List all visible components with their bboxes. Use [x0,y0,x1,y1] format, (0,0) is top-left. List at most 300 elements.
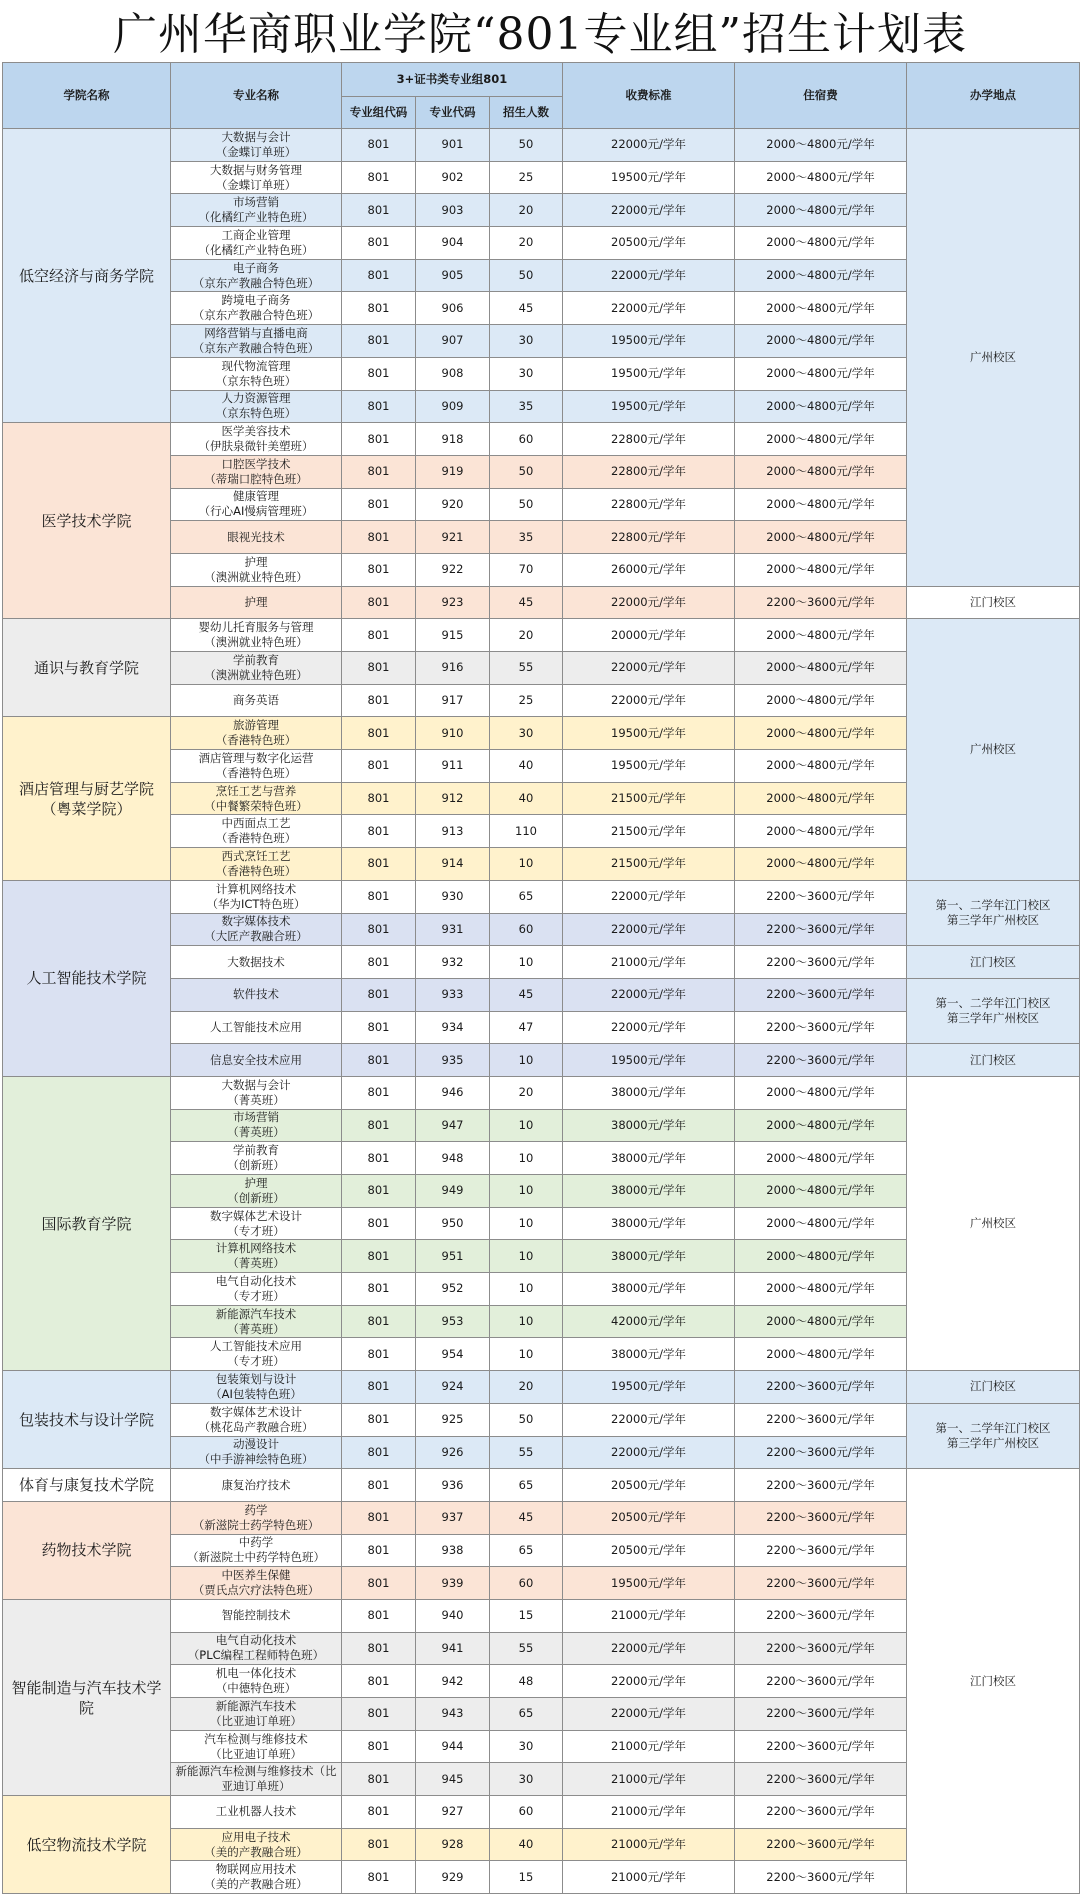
dorm-fee: 2000～4800元/学年 [735,227,907,260]
dorm-fee: 2000～4800元/学年 [735,455,907,488]
dorm-fee: 2000～4800元/学年 [735,717,907,750]
major-name: 电子商务 （京东产教融合特色班） [171,259,342,292]
group-code: 801 [342,978,416,1011]
dorm-fee: 2200～3600元/学年 [735,978,907,1011]
major-name: 西式烹饪工艺 （香港特色班） [171,848,342,881]
dorm-fee: 2200～3600元/学年 [735,1469,907,1502]
tuition-fee: 21500元/学年 [563,815,735,848]
group-code: 801 [342,1632,416,1665]
enrollment-table [2,62,1080,1894]
group-code: 801 [342,1796,416,1829]
dorm-fee: 2000～4800元/学年 [735,684,907,717]
tuition-fee: 22000元/学年 [563,913,735,946]
tuition-fee: 22000元/学年 [563,292,735,325]
major-name: 商务英语 [171,684,342,717]
tuition-fee: 38000元/学年 [563,1338,735,1371]
group-code: 801 [342,455,416,488]
quota-count: 60 [490,1796,563,1829]
major-name: 新能源汽车技术 （菁英班） [171,1305,342,1338]
campus-location: 江门校区 [907,946,1080,979]
major-name: 动漫设计 （中手游神绘特色班） [171,1436,342,1469]
group-code: 801 [342,1371,416,1404]
major-name: 旅游管理 （香港特色班） [171,717,342,750]
quota-count: 70 [490,553,563,586]
college-name: 国际教育学院 [3,1076,171,1370]
major-code: 954 [416,1338,490,1371]
tuition-fee: 20000元/学年 [563,619,735,652]
group-code: 801 [342,1599,416,1632]
tuition-fee: 21000元/学年 [563,946,735,979]
header-dorm: 住宿费 [735,63,907,129]
quota-count: 50 [490,455,563,488]
quota-count: 10 [490,848,563,881]
major-code: 918 [416,423,490,456]
quota-count: 10 [490,1044,563,1077]
major-code: 906 [416,292,490,325]
dorm-fee: 2000～4800元/学年 [735,1305,907,1338]
tuition-fee: 20500元/学年 [563,1469,735,1502]
quota-count: 50 [490,1403,563,1436]
dorm-fee: 2200～3600元/学年 [735,1011,907,1044]
major-code: 953 [416,1305,490,1338]
header-group-code: 专业组代码 [342,97,416,129]
dorm-fee: 2000～4800元/学年 [735,782,907,815]
dorm-fee: 2200～3600元/学年 [735,880,907,913]
college-name: 通识与教育学院 [3,619,171,717]
major-code: 904 [416,227,490,260]
major-name: 大数据与会计 （菁英班） [171,1076,342,1109]
header-major: 专业名称 [171,63,342,129]
group-code: 801 [342,1698,416,1731]
quota-count: 15 [490,1599,563,1632]
quota-count: 20 [490,1371,563,1404]
tuition-fee: 22000元/学年 [563,684,735,717]
tuition-fee: 21500元/学年 [563,782,735,815]
group-code: 801 [342,1665,416,1698]
major-code: 910 [416,717,490,750]
group-code: 801 [342,1273,416,1306]
quota-count: 45 [490,586,563,619]
quota-count: 35 [490,521,563,554]
quota-count: 50 [490,488,563,521]
group-code: 801 [342,1501,416,1534]
major-code: 920 [416,488,490,521]
major-code: 941 [416,1632,490,1665]
tuition-fee: 20500元/学年 [563,227,735,260]
campus-location: 江门校区 [907,1044,1080,1077]
tuition-fee: 21000元/学年 [563,1599,735,1632]
quota-count: 10 [490,1273,563,1306]
major-name: 新能源汽车技术 （比亚迪订单班） [171,1698,342,1731]
group-code: 801 [342,717,416,750]
tuition-fee: 22000元/学年 [563,1403,735,1436]
group-code: 801 [342,292,416,325]
group-code: 801 [342,619,416,652]
group-code: 801 [342,750,416,783]
tuition-fee: 22000元/学年 [563,259,735,292]
quota-count: 10 [490,1175,563,1208]
quota-count: 65 [490,880,563,913]
major-name: 新能源汽车检测与维修技术（比 亚迪订单班） [171,1763,342,1796]
major-name: 数字媒体艺术设计 （专才班） [171,1207,342,1240]
major-code: 908 [416,357,490,390]
major-code: 909 [416,390,490,423]
major-code: 913 [416,815,490,848]
header-fee: 收费标准 [563,63,735,129]
group-code: 801 [342,1044,416,1077]
tuition-fee: 22000元/学年 [563,880,735,913]
major-name: 计算机网络技术 （菁英班） [171,1240,342,1273]
group-code: 801 [342,1469,416,1502]
college-name: 体育与康复技术学院 [3,1469,171,1502]
major-code: 922 [416,553,490,586]
group-code: 801 [342,652,416,685]
major-code: 934 [416,1011,490,1044]
dorm-fee: 2200～3600元/学年 [735,1763,907,1796]
dorm-fee: 2000～4800元/学年 [735,1175,907,1208]
major-name: 智能控制技术 [171,1599,342,1632]
major-name: 电气自动化技术 （专才班） [171,1273,342,1306]
dorm-fee: 2200～3600元/学年 [735,1599,907,1632]
major-code: 905 [416,259,490,292]
dorm-fee: 2200～3600元/学年 [735,1861,907,1894]
group-code: 801 [342,553,416,586]
campus-location: 第一、二学年江门校区 第三学年广州校区 [907,1403,1080,1468]
major-name: 学前教育 （澳洲就业特色班） [171,652,342,685]
tuition-fee: 19500元/学年 [563,1567,735,1600]
major-code: 911 [416,750,490,783]
group-code: 801 [342,1338,416,1371]
major-code: 931 [416,913,490,946]
dorm-fee: 2200～3600元/学年 [735,1632,907,1665]
dorm-fee: 2000～4800元/学年 [735,129,907,162]
dorm-fee: 2200～3600元/学年 [735,1403,907,1436]
dorm-fee: 2000～4800元/学年 [735,390,907,423]
group-code: 801 [342,815,416,848]
group-code: 801 [342,1207,416,1240]
major-code: 921 [416,521,490,554]
tuition-fee: 38000元/学年 [563,1240,735,1273]
group-code: 801 [342,488,416,521]
major-name: 人工智能技术应用 [171,1011,342,1044]
quota-count: 40 [490,750,563,783]
dorm-fee: 2000～4800元/学年 [735,1338,907,1371]
quota-count: 25 [490,161,563,194]
dorm-fee: 2000～4800元/学年 [735,194,907,227]
quota-count: 20 [490,194,563,227]
quota-count: 35 [490,390,563,423]
quota-count: 55 [490,1632,563,1665]
tuition-fee: 22800元/学年 [563,455,735,488]
major-code: 938 [416,1534,490,1567]
major-name: 学前教育 （创新班） [171,1142,342,1175]
quota-count: 60 [490,1567,563,1600]
quota-count: 60 [490,913,563,946]
major-name: 眼视光技术 [171,521,342,554]
major-code: 946 [416,1076,490,1109]
major-code: 943 [416,1698,490,1731]
tuition-fee: 19500元/学年 [563,357,735,390]
group-code: 801 [342,1828,416,1861]
major-code: 914 [416,848,490,881]
major-code: 901 [416,129,490,162]
group-code: 801 [342,129,416,162]
tuition-fee: 20500元/学年 [563,1534,735,1567]
major-name: 信息安全技术应用 [171,1044,342,1077]
quota-count: 10 [490,1338,563,1371]
dorm-fee: 2200～3600元/学年 [735,1436,907,1469]
major-name: 康复治疗技术 [171,1469,342,1502]
tuition-fee: 22000元/学年 [563,1698,735,1731]
tuition-fee: 22000元/学年 [563,1011,735,1044]
group-code: 801 [342,1011,416,1044]
major-name: 应用电子技术 （美的产教融合班） [171,1828,342,1861]
dorm-fee: 2000～4800元/学年 [735,357,907,390]
dorm-fee: 2200～3600元/学年 [735,1044,907,1077]
major-name: 市场营销 （菁英班） [171,1109,342,1142]
college-name: 低空经济与商务学院 [3,129,171,423]
table-row [3,129,1080,162]
dorm-fee: 2000～4800元/学年 [735,1240,907,1273]
major-code: 937 [416,1501,490,1534]
quota-count: 30 [490,357,563,390]
dorm-fee: 2000～4800元/学年 [735,1076,907,1109]
college-name: 低空物流技术学院 [3,1796,171,1894]
tuition-fee: 19500元/学年 [563,161,735,194]
quota-count: 10 [490,1207,563,1240]
quota-count: 50 [490,129,563,162]
major-name: 工业机器人技术 [171,1796,342,1829]
major-name: 婴幼儿托育服务与管理 （澳洲就业特色班） [171,619,342,652]
dorm-fee: 2200～3600元/学年 [735,1501,907,1534]
major-name: 药学 （新滋院士药学特色班） [171,1501,342,1534]
tuition-fee: 19500元/学年 [563,390,735,423]
dorm-fee: 2000～4800元/学年 [735,423,907,456]
group-code: 801 [342,325,416,358]
campus-location: 第一、二学年江门校区 第三学年广州校区 [907,880,1080,945]
major-code: 944 [416,1730,490,1763]
group-code: 801 [342,946,416,979]
group-code: 801 [342,1175,416,1208]
campus-location: 江门校区 [907,1469,1080,1894]
major-code: 948 [416,1142,490,1175]
table-header [3,63,1080,129]
quota-count: 30 [490,717,563,750]
major-name: 中药学 （新滋院士中药学特色班） [171,1534,342,1567]
major-name: 工商企业管理 （化橘红产业特色班） [171,227,342,260]
major-name: 酒店管理与数字化运营 （香港特色班） [171,750,342,783]
quota-count: 45 [490,1501,563,1534]
dorm-fee: 2000～4800元/学年 [735,325,907,358]
dorm-fee: 2000～4800元/学年 [735,521,907,554]
major-name: 护理 [171,586,342,619]
table-row [3,1469,1080,1502]
group-code: 801 [342,1861,416,1894]
college-name: 包装技术与设计学院 [3,1371,171,1469]
major-name: 电气自动化技术 （PLC编程工程师特色班） [171,1632,342,1665]
major-code: 939 [416,1567,490,1600]
dorm-fee: 2000～4800元/学年 [735,848,907,881]
group-code: 801 [342,1076,416,1109]
quota-count: 45 [490,978,563,1011]
major-name: 大数据与财务管理 （金蝶订单班） [171,161,342,194]
major-code: 949 [416,1175,490,1208]
major-code: 928 [416,1828,490,1861]
tuition-fee: 38000元/学年 [563,1175,735,1208]
major-code: 912 [416,782,490,815]
tuition-fee: 22800元/学年 [563,488,735,521]
dorm-fee: 2200～3600元/学年 [735,946,907,979]
major-code: 947 [416,1109,490,1142]
group-code: 801 [342,1403,416,1436]
college-name: 人工智能技术学院 [3,880,171,1076]
tuition-fee: 21000元/学年 [563,1861,735,1894]
quota-count: 15 [490,1861,563,1894]
major-code: 927 [416,1796,490,1829]
major-name: 中西面点工艺 （香港特色班） [171,815,342,848]
dorm-fee: 2000～4800元/学年 [735,553,907,586]
major-code: 915 [416,619,490,652]
major-name: 软件技术 [171,978,342,1011]
campus-location: 广州校区 [907,129,1080,587]
major-code: 916 [416,652,490,685]
college-name: 酒店管理与厨艺学院 （粤菜学院） [3,717,171,880]
group-code: 801 [342,1142,416,1175]
tuition-fee: 22000元/学年 [563,978,735,1011]
header-quota: 招生人数 [490,97,563,129]
dorm-fee: 2000～4800元/学年 [735,652,907,685]
major-name: 中医养生保健 （贾氏点穴疗法特色班） [171,1567,342,1600]
campus-location: 广州校区 [907,619,1080,881]
tuition-fee: 19500元/学年 [563,1371,735,1404]
major-name: 大数据与会计 （金蝶订单班） [171,129,342,162]
group-code: 801 [342,782,416,815]
quota-count: 65 [490,1534,563,1567]
major-name: 计算机网络技术 （华为ICT特色班） [171,880,342,913]
major-code: 950 [416,1207,490,1240]
dorm-fee: 2000～4800元/学年 [735,292,907,325]
group-code: 801 [342,1730,416,1763]
dorm-fee: 2000～4800元/学年 [735,1109,907,1142]
major-code: 919 [416,455,490,488]
tuition-fee: 21500元/学年 [563,848,735,881]
tuition-fee: 38000元/学年 [563,1109,735,1142]
major-code: 942 [416,1665,490,1698]
major-code: 902 [416,161,490,194]
college-name: 医学技术学院 [3,423,171,619]
major-code: 923 [416,586,490,619]
quota-count: 20 [490,227,563,260]
dorm-fee: 2000～4800元/学年 [735,750,907,783]
group-code: 801 [342,390,416,423]
tuition-fee: 38000元/学年 [563,1142,735,1175]
major-code: 925 [416,1403,490,1436]
quota-count: 30 [490,1763,563,1796]
major-name: 机电一体化技术 （中德特色班） [171,1665,342,1698]
major-name: 护理 （创新班） [171,1175,342,1208]
quota-count: 65 [490,1469,563,1502]
college-name: 智能制造与汽车技术学院 [3,1599,171,1795]
dorm-fee: 2000～4800元/学年 [735,161,907,194]
tuition-fee: 22000元/学年 [563,1436,735,1469]
major-code: 945 [416,1763,490,1796]
major-code: 903 [416,194,490,227]
group-code: 801 [342,684,416,717]
major-code: 951 [416,1240,490,1273]
tuition-fee: 22000元/学年 [563,129,735,162]
major-code: 952 [416,1273,490,1306]
major-name: 数字媒体技术 （大匠产教融合班） [171,913,342,946]
major-name: 大数据技术 [171,946,342,979]
dorm-fee: 2200～3600元/学年 [735,1567,907,1600]
major-name: 人力资源管理 （京东特色班） [171,390,342,423]
tuition-fee: 26000元/学年 [563,553,735,586]
tuition-fee: 22000元/学年 [563,1632,735,1665]
quota-count: 48 [490,1665,563,1698]
quota-count: 30 [490,1730,563,1763]
tuition-fee: 19500元/学年 [563,1044,735,1077]
major-name: 健康管理 （行心AI慢病管理班） [171,488,342,521]
dorm-fee: 2000～4800元/学年 [735,1142,907,1175]
quota-count: 55 [490,652,563,685]
tuition-fee: 21000元/学年 [563,1828,735,1861]
dorm-fee: 2000～4800元/学年 [735,1273,907,1306]
major-name: 网络营销与直播电商 （京东产教融合特色班） [171,325,342,358]
dorm-fee: 2200～3600元/学年 [735,1665,907,1698]
major-code: 929 [416,1861,490,1894]
major-name: 包装策划与设计 （AI包装特色班） [171,1371,342,1404]
tuition-fee: 22000元/学年 [563,194,735,227]
dorm-fee: 2000～4800元/学年 [735,488,907,521]
table-row [3,880,1080,913]
group-code: 801 [342,194,416,227]
tuition-fee: 22800元/学年 [563,423,735,456]
quota-count: 10 [490,1240,563,1273]
tuition-fee: 22800元/学年 [563,521,735,554]
quota-count: 40 [490,1828,563,1861]
group-code: 801 [342,259,416,292]
major-code: 924 [416,1371,490,1404]
group-code: 801 [342,913,416,946]
major-name: 烹饪工艺与营养 （中餐繁荣特色班） [171,782,342,815]
dorm-fee: 2200～3600元/学年 [735,913,907,946]
header-college: 学院名称 [3,63,171,129]
major-name: 物联网应用技术 （美的产教融合班） [171,1861,342,1894]
dorm-fee: 2200～3600元/学年 [735,1698,907,1731]
group-code: 801 [342,1305,416,1338]
major-name: 护理 （澳洲就业特色班） [171,553,342,586]
quota-count: 65 [490,1698,563,1731]
group-code: 801 [342,227,416,260]
group-code: 801 [342,161,416,194]
header-major-code: 专业代码 [416,97,490,129]
header-group: 3+证书类专业组801 [342,63,563,97]
major-code: 933 [416,978,490,1011]
group-code: 801 [342,1240,416,1273]
group-code: 801 [342,521,416,554]
dorm-fee: 2000～4800元/学年 [735,1207,907,1240]
group-code: 801 [342,1534,416,1567]
group-code: 801 [342,1436,416,1469]
header-campus: 办学地点 [907,63,1080,129]
tuition-fee: 19500元/学年 [563,750,735,783]
tuition-fee: 22000元/学年 [563,1665,735,1698]
quota-count: 10 [490,946,563,979]
quota-count: 60 [490,423,563,456]
major-code: 907 [416,325,490,358]
quota-count: 50 [490,259,563,292]
table-row [3,619,1080,652]
